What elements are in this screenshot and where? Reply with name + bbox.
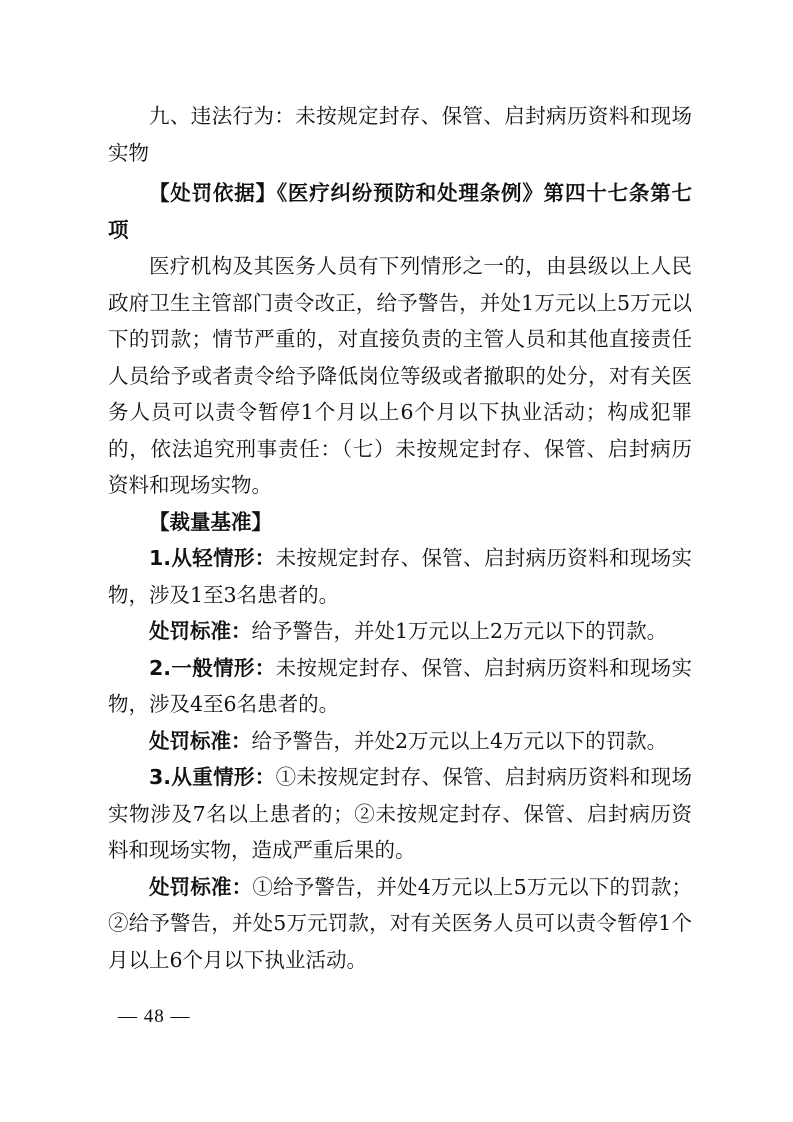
item-heavy-penalty-text: ①给予警告，并处4万元以上5万元以下的罚款；②给予警告，并处5万元罚款，对有关医务人员可以责令暂停1个月以上6个月以下执业活动。 — [108, 874, 693, 972]
item-light — [108, 540, 692, 613]
item-heavy-label: 3.从重情形： — [149, 765, 276, 789]
item-heavy-penalty — [108, 869, 692, 979]
item-light-label: 1.从轻情形： — [149, 546, 276, 570]
page-number: — 48 — — [118, 1006, 191, 1027]
basis-heading: 【处罚依据】《医疗纠纷预防和处理条例》第四十七条第七项 — [108, 181, 692, 242]
standard-heading: 【裁量基准】 — [149, 509, 272, 534]
document-body — [108, 98, 692, 978]
item-heavy-penalty-label: 处罚标准： — [149, 874, 253, 899]
item-heavy — [108, 759, 692, 869]
item-heavy-text: ①未按规定封存、保管、启封病历资料和现场实物涉及7名以上患者的；②未按规定封存、保管、启封病历资料和现场实物，造成严重后果的。 — [108, 765, 692, 862]
item-general-penalty — [108, 723, 692, 760]
item-light-penalty — [108, 613, 692, 650]
item-light-text: 未按规定封存、保管、启封病历资料和现场实物，涉及1至3名患者的。 — [108, 546, 692, 607]
item-general-penalty-label: 处罚标准： — [149, 728, 252, 753]
item-light-penalty-text: 给予警告，并处1万元以上2万元以下的罚款。 — [251, 619, 668, 643]
item-general-text: 未按规定封存、保管、启封病历资料和现场实物，涉及4至6名患者的。 — [108, 655, 692, 716]
item-general-label: 2.一般情形： — [149, 655, 276, 680]
section-title: 九、违法行为：未按规定封存、保管、启封病历资料和现场实物 — [108, 104, 692, 165]
item-general-penalty-text: 给予警告，并处2万元以上4万元以下的罚款。 — [251, 728, 668, 753]
basis-text: 医疗机构及其医务人员有下列情形之一的，由县级以上人民政府卫生主管部门责令改正，给予警告，并处1万元以上5万元以下的罚款；情节严重的，对直接负责的主管人员和其他直接责任人员给予或者责令给予降低岗位等级或者撤职的处分，对有关医务人员可以责令暂停1个月以上6个月以下执业活动；构成犯罪的，依法追究刑事责任：（七）未按规定封存、保管、启封病历资料和现场实物。 — [108, 254, 692, 497]
item-light-penalty-label: 处罚标准： — [149, 619, 252, 643]
item-general — [108, 650, 692, 723]
